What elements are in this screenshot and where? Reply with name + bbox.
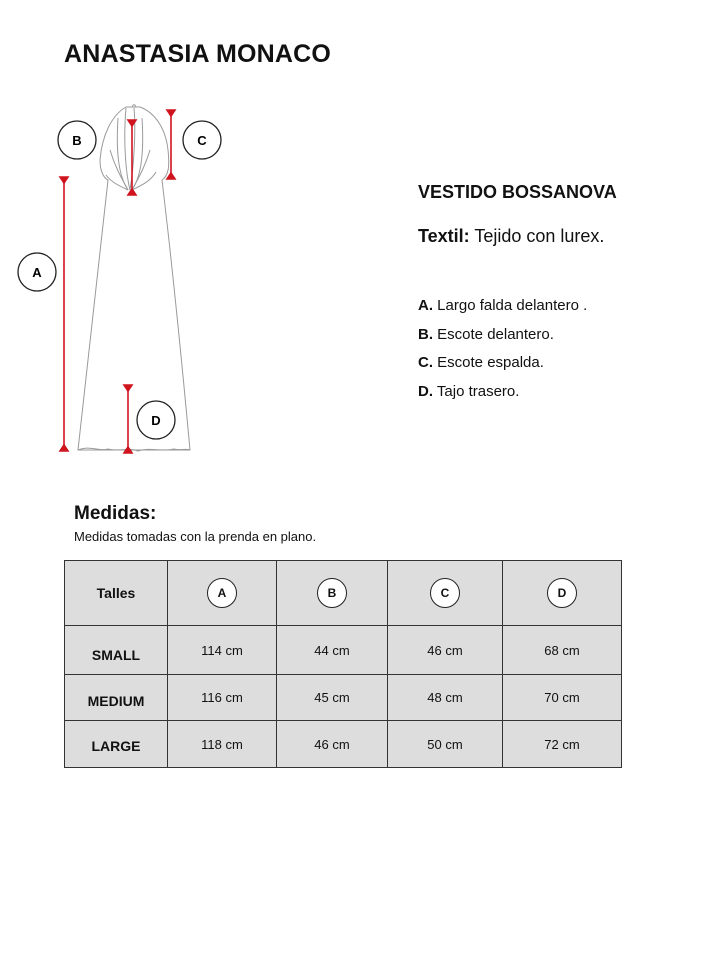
header-a bbox=[168, 561, 277, 626]
label-a bbox=[18, 253, 56, 291]
size-name: MEDIUM bbox=[65, 675, 168, 721]
medidas-subtitle: Medidas tomadas con la prenda en plano. bbox=[74, 529, 317, 544]
svg-text:C: C bbox=[197, 133, 207, 148]
cell-b: 44 cm bbox=[277, 626, 388, 675]
cell-c: 46 cm bbox=[388, 626, 503, 675]
product-title: VESTIDO BOSSANOVA bbox=[418, 182, 617, 202]
label-d bbox=[137, 401, 175, 439]
legend-item-d bbox=[418, 382, 587, 411]
measure-legend bbox=[418, 296, 587, 410]
cell-b: 45 cm bbox=[277, 675, 388, 721]
dress-outline bbox=[78, 105, 190, 451]
cell-d: 70 cm bbox=[503, 675, 622, 721]
header-b bbox=[277, 561, 388, 626]
cell-a: 116 cm bbox=[168, 675, 277, 721]
legend-text: Escote delantero. bbox=[433, 325, 554, 343]
size-name: LARGE bbox=[65, 721, 168, 768]
cell-c: 50 cm bbox=[388, 721, 503, 768]
svg-text:A: A bbox=[32, 265, 42, 280]
header-circle-c: C bbox=[430, 578, 460, 608]
header-talles: Talles bbox=[65, 561, 168, 626]
textil-label: Textil: bbox=[418, 226, 470, 246]
svg-text:B: B bbox=[72, 133, 82, 148]
header-circle-d: D bbox=[547, 578, 577, 608]
legend-text: Largo falda delantero . bbox=[433, 297, 588, 314]
cell-c: 48 cm bbox=[388, 675, 503, 721]
textil-line bbox=[418, 226, 604, 247]
table-row bbox=[65, 626, 622, 675]
textil-value: Tejido con lurex. bbox=[469, 226, 605, 246]
table-row bbox=[65, 721, 622, 768]
medidas-title: Medidas: bbox=[74, 503, 157, 524]
cell-a: 114 cm bbox=[168, 626, 277, 675]
legend-item-b bbox=[418, 325, 587, 354]
cell-b: 46 cm bbox=[277, 721, 388, 768]
cell-d: 68 cm bbox=[503, 626, 622, 675]
legend-key: C. bbox=[418, 354, 433, 371]
legend-text: Escote espalda. bbox=[433, 354, 544, 371]
legend-item-c bbox=[418, 353, 587, 382]
legend-item-a bbox=[418, 296, 587, 325]
table-row bbox=[65, 675, 622, 721]
legend-text: Tajo trasero. bbox=[433, 382, 520, 400]
cell-d: 72 cm bbox=[503, 721, 622, 768]
header-circle-b: B bbox=[317, 578, 347, 608]
table-header-row bbox=[65, 561, 622, 626]
brand-title: ANASTASIA MONACO bbox=[64, 40, 332, 68]
size-name: SMALL bbox=[65, 626, 168, 675]
header-circle-a: A bbox=[207, 578, 237, 608]
header-c bbox=[388, 561, 503, 626]
svg-text:D: D bbox=[151, 413, 161, 428]
legend-key: A. bbox=[418, 297, 433, 314]
legend-key: B. bbox=[418, 325, 433, 343]
label-c bbox=[183, 121, 221, 159]
dress-diagram bbox=[0, 95, 260, 465]
header-d bbox=[503, 561, 622, 626]
cell-a: 118 cm bbox=[168, 721, 277, 768]
size-table bbox=[64, 560, 622, 768]
label-b bbox=[58, 121, 96, 159]
legend-key: D. bbox=[418, 382, 433, 400]
